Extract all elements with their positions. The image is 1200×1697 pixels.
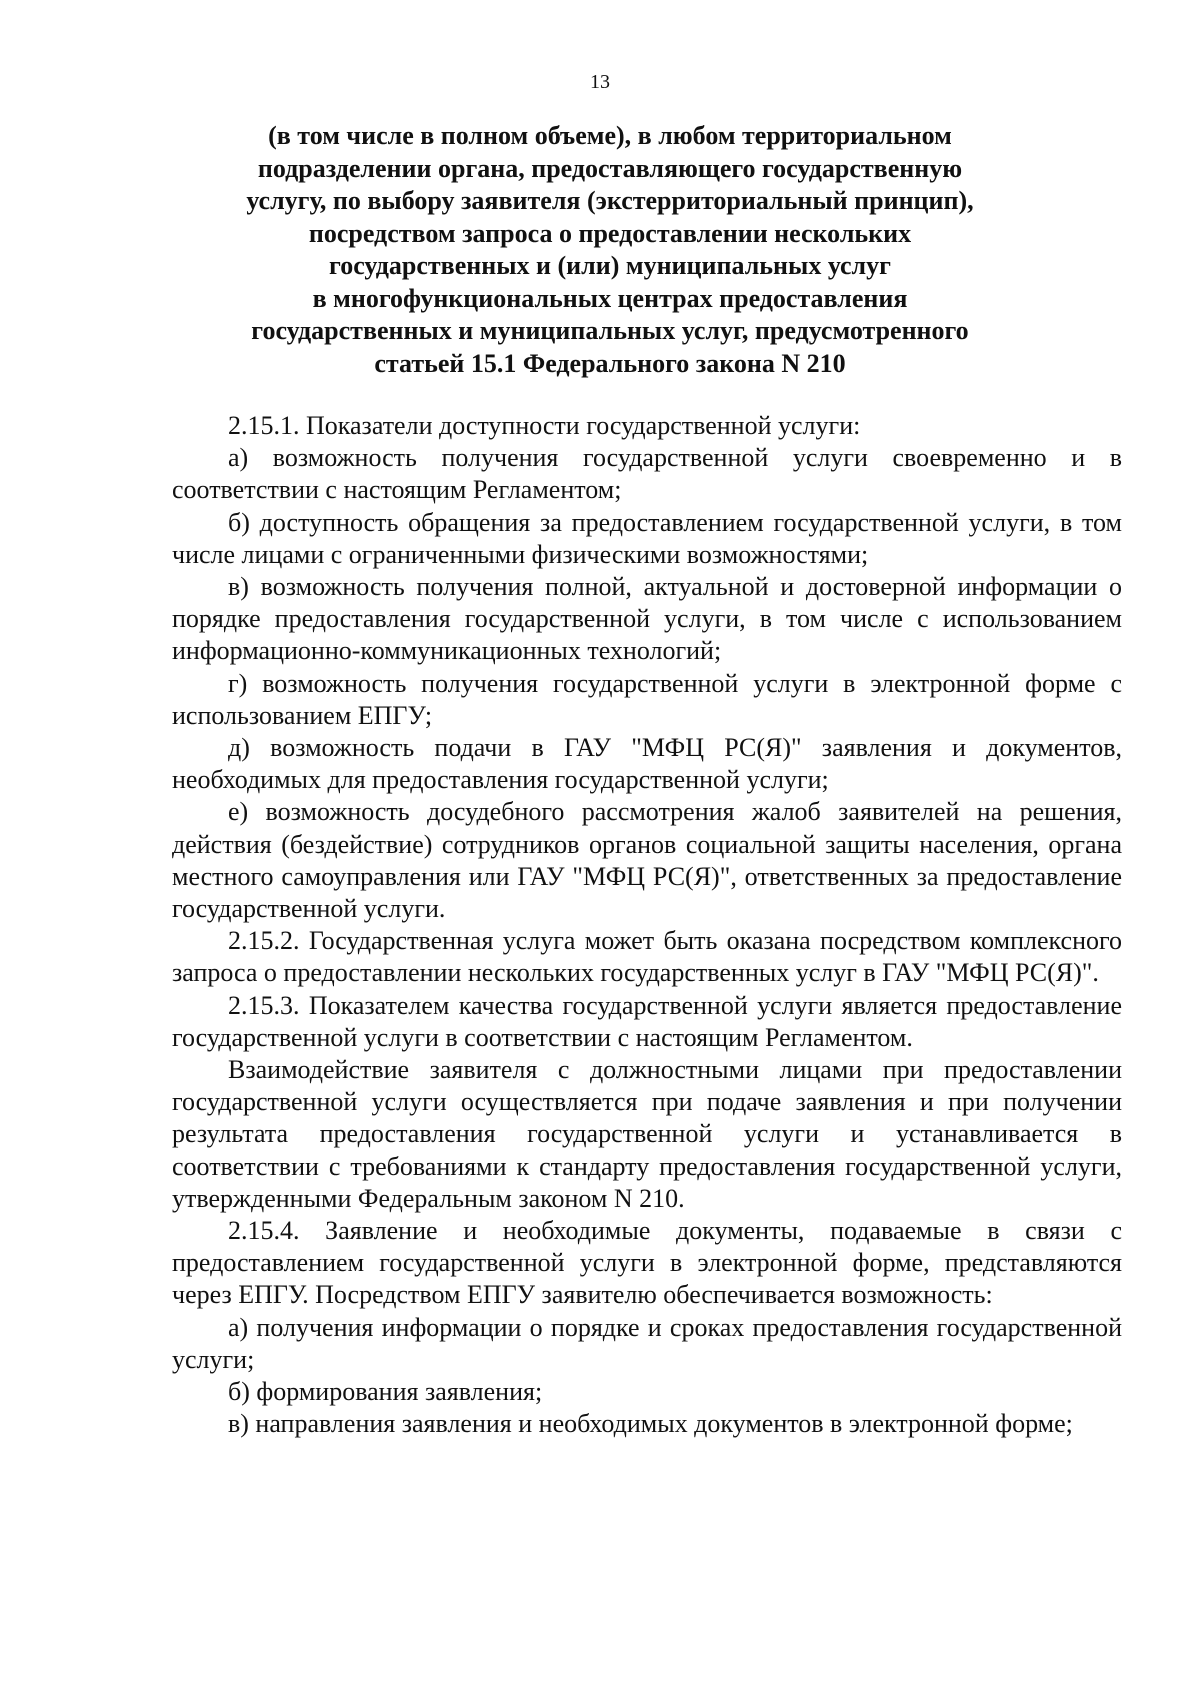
paragraph-2-15-2: 2.15.2. Государственная услуга может быть оказана посредством комплексного запроса о предоставлении нескольких государственных услуг в ГАУ "МФЦ РС(Я)". xyxy=(172,926,1122,988)
heading-line: государственных и муниципальных услуг, предусмотренного xyxy=(251,316,969,345)
list-item-d: д) возможность подачи в ГАУ "МФЦ РС(Я)" заявления и документов, необходимых для предоставления государственной услуги; xyxy=(172,733,1122,795)
paragraph-interaction: Взаимодействие заявителя с должностными лицами при предоставлении государственной услуги осуществляется при подаче заявления и при получении результата предоставления государственной услуги и устанавливается в соответствии с требованиями к стандарту предоставления государственной услуги, утвержденными Федеральным законом N 210. xyxy=(172,1055,1122,1213)
document-body xyxy=(172,410,1122,1441)
list-item-a: а) возможность получения государственной услуги своевременно и в соответствии с настоящим Регламентом; xyxy=(172,443,1122,505)
list-item-v: в) возможность получения полной, актуальной и достоверной информации о порядке предоставления государственной услуги, в том числе с использованием информационно-коммуникационных технологий; xyxy=(172,572,1122,666)
heading-line: услугу, по выбору заявителя (экстерриториальный принцип), xyxy=(246,186,974,215)
paragraph-2-15-1: 2.15.1. Показатели доступности государственной услуги: xyxy=(228,411,861,440)
page-number: 13 xyxy=(590,71,610,93)
list-item-e: е) возможность досудебного рассмотрения жалоб заявителей на решения, действия (бездействие) сотрудников органов социальной защиты населения, органа местного самоуправления или ГАУ "МФЦ РС(Я)", ответственных за предоставление государственной услуги. xyxy=(172,797,1122,924)
heading-line: (в том числе в полном объеме), в любом территориальном xyxy=(268,121,952,150)
list-item-v-2: в) направления заявления и необходимых документов в электронной форме; xyxy=(228,1409,1073,1439)
list-item-g: г) возможность получения государственной услуги в электронной форме с использованием ЕПГУ; xyxy=(172,668,1122,730)
section-heading xyxy=(160,120,1060,380)
list-item-b: б) доступность обращения за предоставлением государственной услуги, в том числе лицами с ограниченными физическими возможностями; xyxy=(172,507,1122,569)
list-item-b-2: б) формирования заявления; xyxy=(228,1377,543,1407)
heading-line: подразделении органа, предоставляющего государственную xyxy=(257,153,963,183)
heading-line: в многофункциональных центрах предоставления xyxy=(312,283,908,313)
list-item-a-2: а) получения информации о порядке и сроках предоставления государственной услуги; xyxy=(172,1312,1122,1374)
paragraph-2-15-4: 2.15.4. Заявление и необходимые документы, подаваемые в связи с предоставлением государственной услуги в электронной форме, представляются через ЕПГУ. Посредством ЕПГУ заявителю обеспечивается возможность: xyxy=(172,1216,1122,1310)
paragraph-2-15-3: 2.15.3. Показателем качества государственной услуги является предоставление государственной услуги в соответствии с настоящим Регламентом. xyxy=(172,990,1122,1052)
heading-line: государственных и (или) муниципальных услуг xyxy=(329,251,891,280)
heading-line: посредством запроса о предоставлении нескольких xyxy=(308,218,912,248)
heading-line: статьей 15.1 Федерального закона N 210 xyxy=(374,348,846,378)
